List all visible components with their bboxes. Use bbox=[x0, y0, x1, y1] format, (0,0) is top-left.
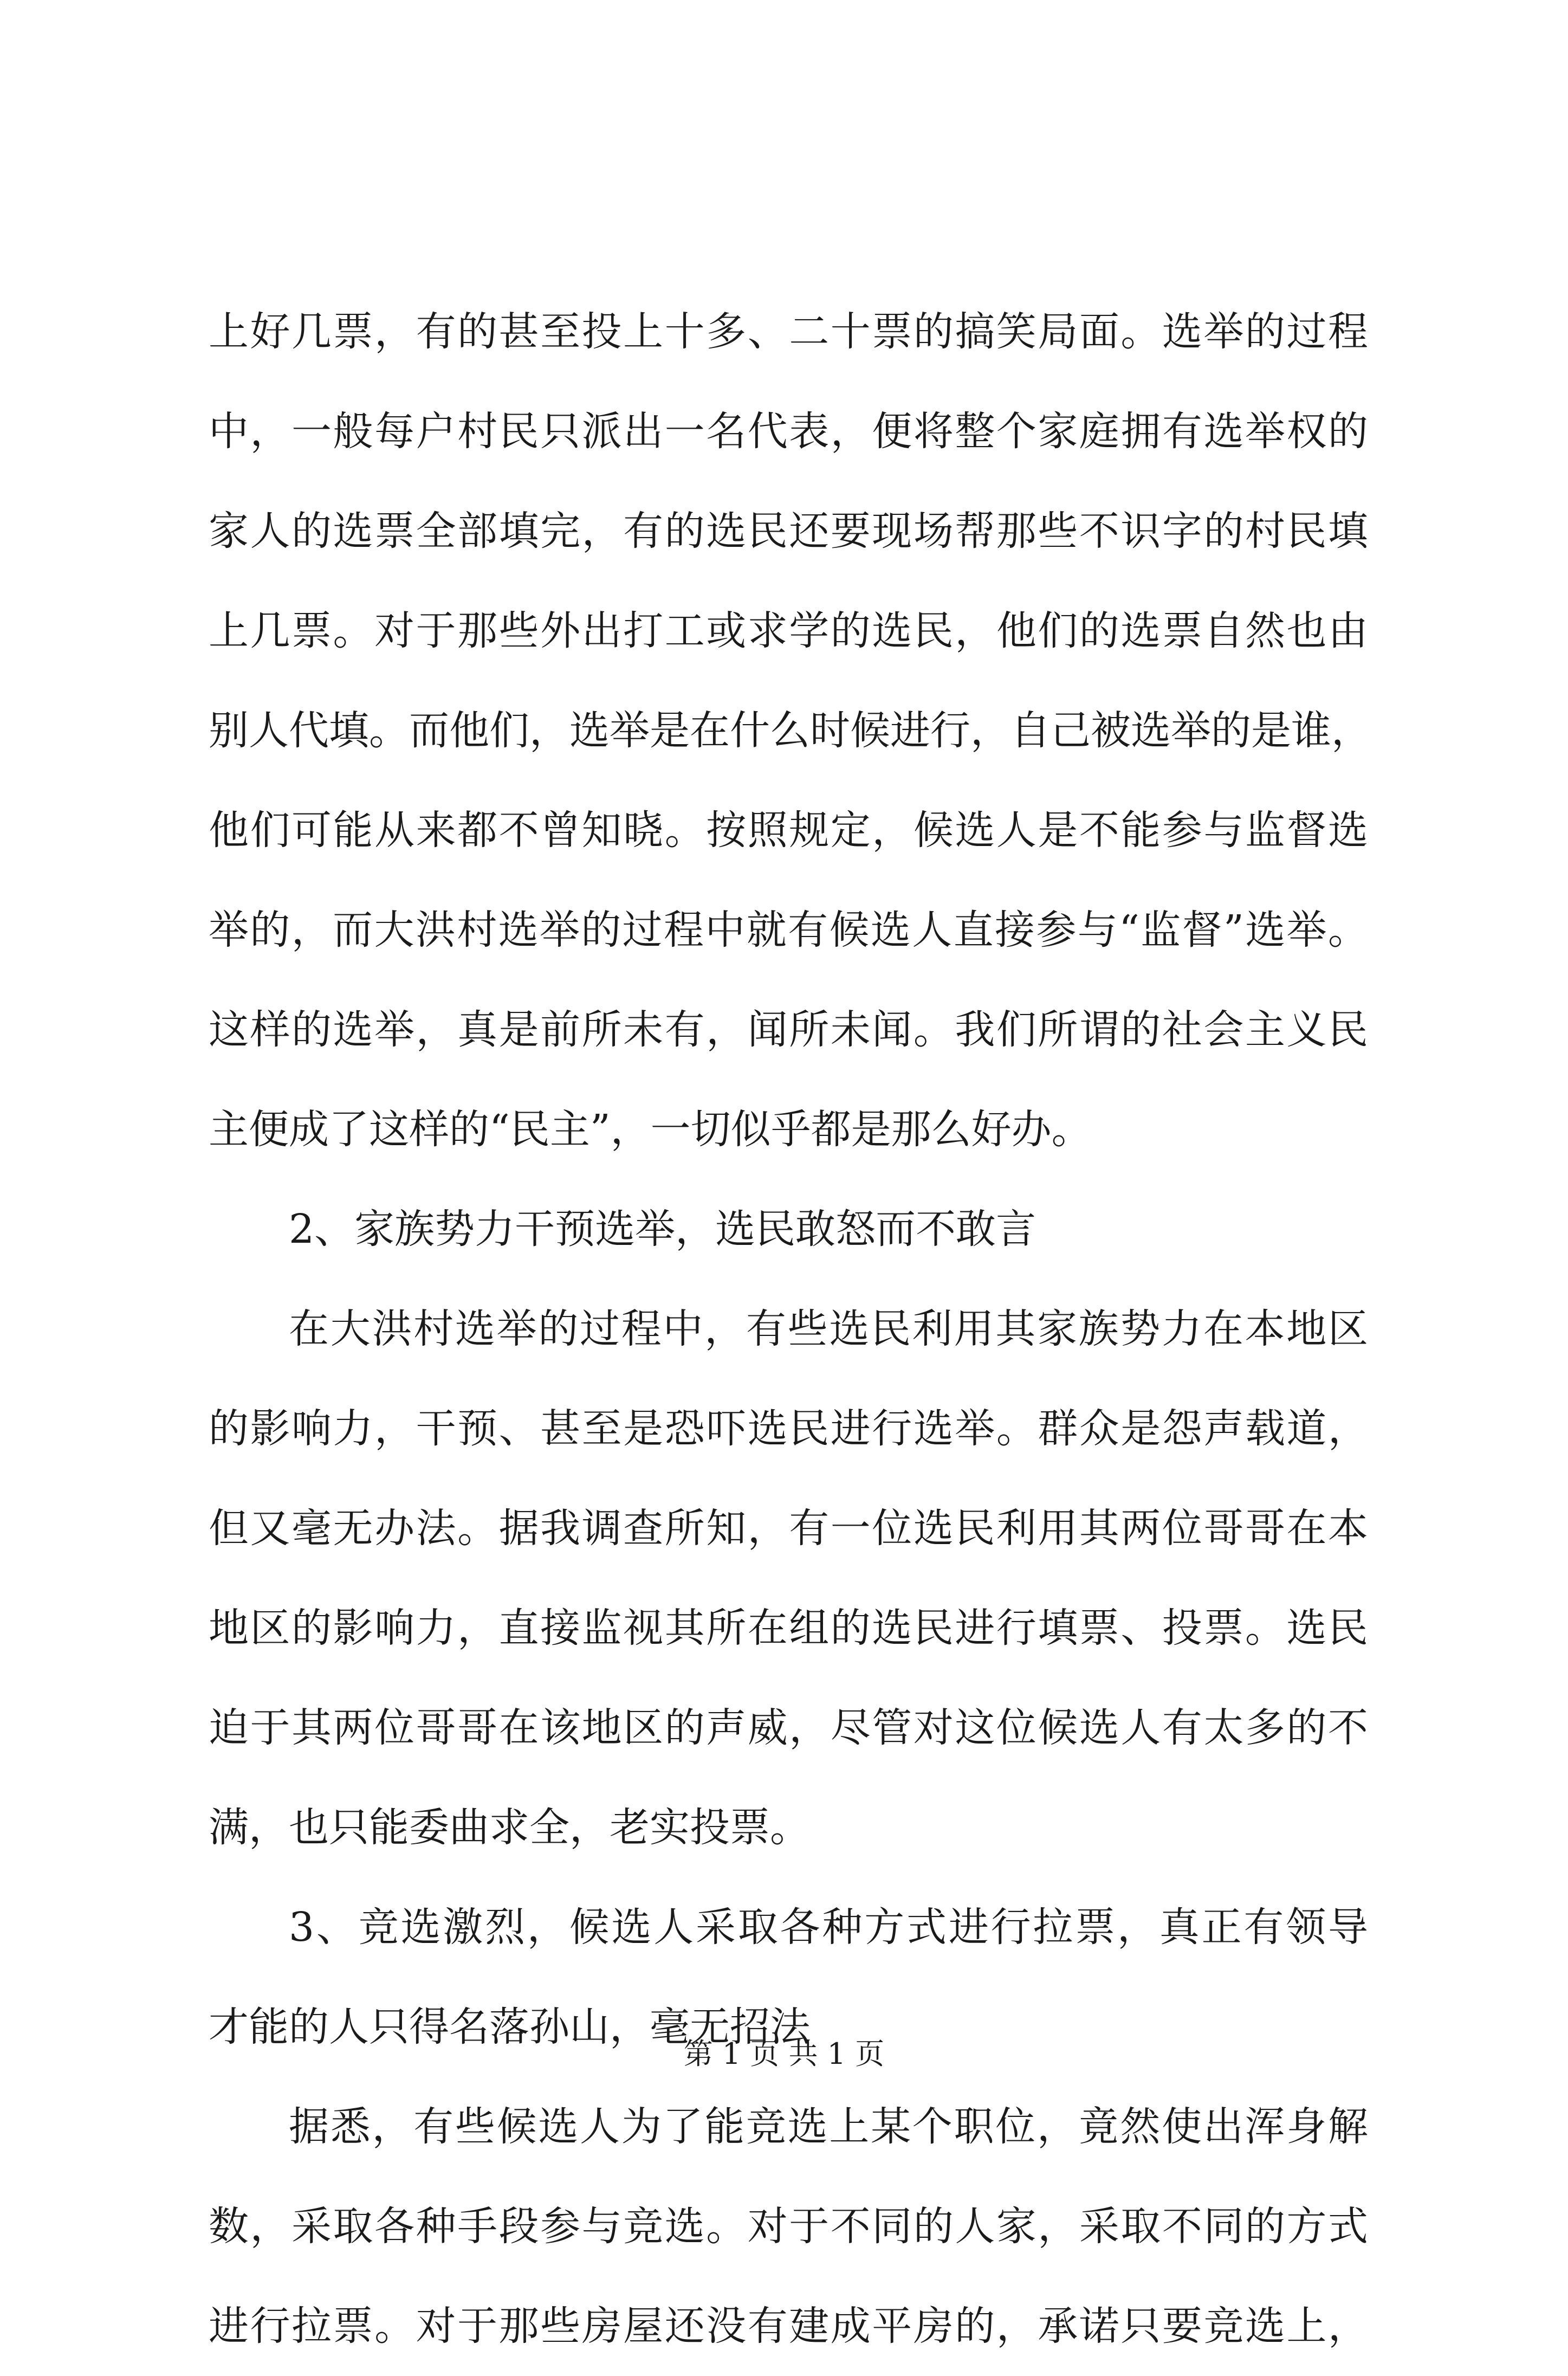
text-line: 中，一般每户村民只派出一名代表，便将整个家庭拥有选举权的 bbox=[209, 408, 1368, 455]
text-line: 在大洪村选举的过程中，有些选民利用其家族势力在本地区 bbox=[289, 1306, 1368, 1352]
text-line: 迫于其两位哥哥在该地区的声威，尽管对这位候选人有太多的不 bbox=[209, 1704, 1368, 1751]
text-line: 主便成了这样的“民主”，一切似乎都是那么好办。 bbox=[209, 1106, 1092, 1153]
section-heading: 3、竞选激烈，候选人采取各种方式进行拉票，真正有领导 bbox=[289, 1904, 1368, 1951]
page-footer bbox=[0, 2035, 1568, 2073]
text-line: 他们可能从来都不曾知晓。按照规定，候选人是不能参与监督选 bbox=[209, 807, 1368, 854]
text-line: 举的，而大洪村选举的过程中就有候选人直接参与“监督”选举。 bbox=[209, 907, 1368, 953]
text-line: 但又毫无办法。据我调查所知，有一位选民利用其两位哥哥在本 bbox=[209, 1505, 1368, 1552]
text-line: 地区的影响力，直接监视其所在组的选民进行填票、投票。选民 bbox=[209, 1605, 1368, 1651]
text-line: 据悉，有些候选人为了能竞选上某个职位，竟然使出浑身解 bbox=[289, 2103, 1368, 2150]
text-line: 上几票。对于那些外出打工或求学的选民，他们的选票自然也由 bbox=[209, 608, 1368, 654]
section-heading: 2、家族势力干预选举，选民敢怒而不敢言 bbox=[289, 1206, 1036, 1252]
text-line: 家人的选票全部填完，有的选民还要现场帮那些不识字的村民填 bbox=[209, 508, 1368, 554]
text-line: 别人代填。而他们，选举是在什么时候进行，自己被选举的是谁， bbox=[209, 707, 1371, 754]
text-line: 这样的选举，真是前所未有，闻所未闻。我们所谓的社会主义民 bbox=[209, 1006, 1368, 1053]
text-line: 上好几票，有的甚至投上十多、二十票的搞笑局面。选举的过程 bbox=[209, 308, 1368, 355]
text-line: 进行拉票。对于那些房屋还没有建成平房的，承诺只要竞选上， bbox=[209, 2303, 1368, 2349]
section-heading: 才能的人只得名落孙山，毫无招法 bbox=[209, 2004, 810, 2050]
text-line: 的影响力，干预、甚至是恐吓选民进行选举。群众是怨声载道， bbox=[209, 1405, 1368, 1452]
text-line: 满，也只能委曲求全，老实投票。 bbox=[209, 1804, 810, 1851]
text-line: 数，采取各种手段参与竞选。对于不同的人家，采取不同的方式 bbox=[209, 2203, 1368, 2250]
page-number-label: 第 1 页 共 1 页 bbox=[683, 2037, 885, 2071]
